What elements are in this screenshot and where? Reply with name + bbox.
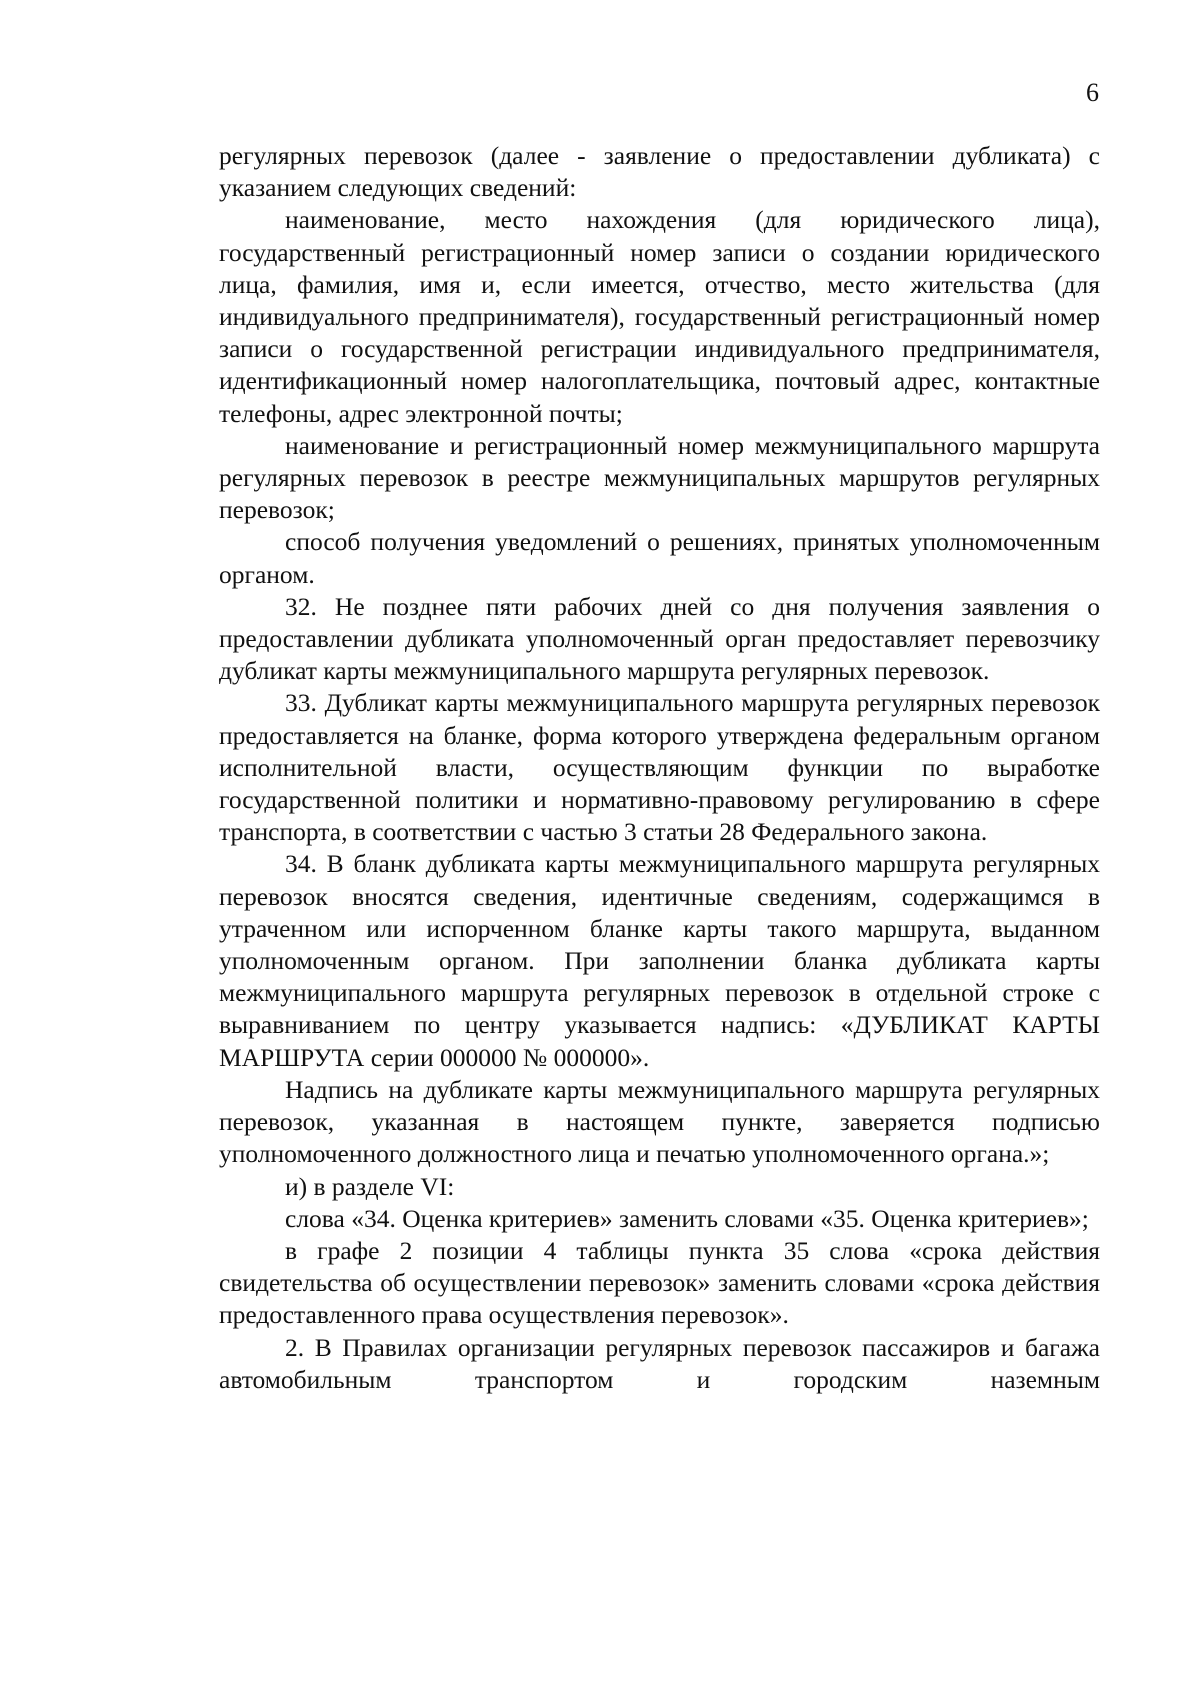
paragraph-continuation: регулярных перевозок (далее - заявление о предоставлении дубликата) с указанием следующих сведений: [219,141,1100,203]
paragraph-item-32: 32. Не позднее пяти рабочих дней со дня получения заявления о предоставлении дубликата уполномоченный орган предоставляет перевозчику дубликат карты межмуниципального маршрута регулярных перевозок. [219,591,1100,686]
paragraph-applicant-details: наименование, место нахождения (для юридического лица), государственный регистрационный номер записи о создании юридического лица, фамилия, имя и, если имеется, отчество, место жительства (для индивидуального предпринимателя), государственный регистрационный номер записи о государственной регистрации индивидуального предпринимателя, идентификационный номер налогоплательщика, почтовый адрес, контактные телефоны, адрес электронной почты; [219,205,1100,428]
page-number: 6 [1086,78,1099,107]
paragraph-item-33: 33. Дубликат карты межмуниципального маршрута регулярных перевозок предоставляется на бланке, форма которого утверждена федеральным органом исполнительной власти, осуществляющим функции по выработке государственной политики и нормативно-правовому регулированию в сфере транспорта, в соответствии с частью 3 статьи 28 Федерального закона. [219,688,1100,847]
paragraph-notification-method: способ получения уведомлений о решениях, принятых уполномоченным органом. [219,527,1100,589]
paragraph-route-name: наименование и регистрационный номер межмуниципального маршрута регулярных перевозок в реестре межмуниципальных маршрутов регулярных перевозок; [219,430,1100,525]
document-body [219,140,1100,1396]
paragraph-section-vi: и) в разделе VI: [285,1171,455,1201]
paragraph-replace-words: слова «34. Оценка критериев» заменить словами «35. Оценка критериев»; [285,1203,1089,1233]
paragraph-table-column: в графе 2 позиции 4 таблицы пункта 35 слова «срока действия свидетельства об осуществлении перевозок» заменить словами «срока действия предоставленного права осуществления перевозок». [219,1235,1100,1330]
paragraph-inscription-certification: Надпись на дубликате карты межмуниципального маршрута регулярных перевозок, указанная в настоящем пункте, заверяется подписью уполномоченного должностного лица и печатью уполномоченного органа.»; [219,1074,1100,1169]
paragraph-item-34: 34. В бланк дубликата карты межмуниципального маршрута регулярных перевозок вносятся сведения, идентичные сведениям, содержащимся в утраченном или испорченном бланке карты такого маршрута, выданном уполномоченным органом. При заполнении бланка дубликата карты межмуниципального маршрута регулярных перевозок в отдельной строке с выравниванием по центру указывается надпись: «ДУБЛИКАТ КАРТЫ МАРШРУТА серии 000000 № 000000». [219,849,1100,1072]
paragraph-item-2: 2. В Правилах организации регулярных перевозок пассажиров и багажа автомобильным транспортом и городским наземным [219,1332,1100,1394]
